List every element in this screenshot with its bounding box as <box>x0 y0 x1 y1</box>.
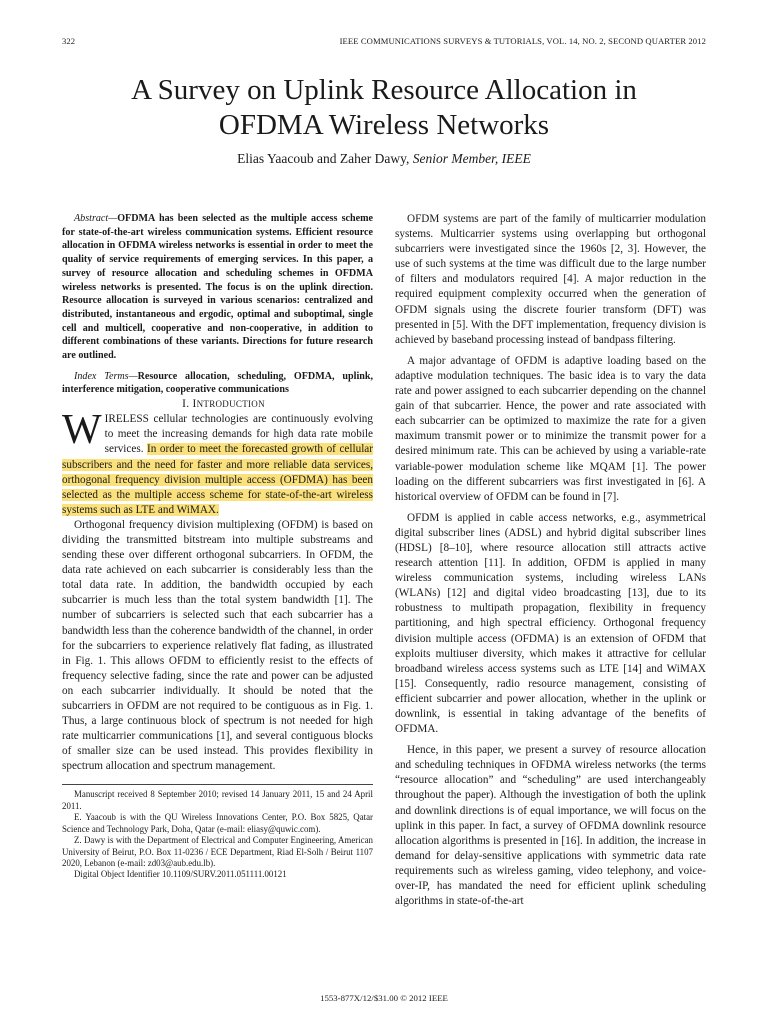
running-header <box>62 36 706 50</box>
title-line-1: A Survey on Uplink Resource Allocation in <box>131 74 637 106</box>
index-terms <box>62 370 373 397</box>
section-numeral: I. <box>182 398 193 411</box>
right-column <box>395 212 706 909</box>
footnote-author-1: E. Yaacoub is with the QU Wireless Innovations Center, P.O. Box 5825, Qatar Science and Technology Park, Doha, Qatar (e-mail: eliasy@quwic.com). <box>62 812 373 834</box>
footnote-rule <box>62 784 373 785</box>
title-line-2: OFDMA Wireless Networks <box>218 109 550 141</box>
abstract-text: OFDMA has been selected as the multiple access scheme for state-of-the-art wireless communication systems. Efficient resource allocation in OFDMA wireless networks is essential in order to meet the quality of service requirements of emerging services. In this paper, a survey of resource allocation and scheduling schemes in OFDMA wireless networks is presented. The focus is on the uplink direction. Resource allocation is surveyed in various scenarios: centralized and distributed, instantaneous and ergodic, optimal and suboptimal, single cell and multicell, cooperative and non-cooperative, in addition to different combinations of these variants. Directions for future research are outlined. <box>62 213 373 362</box>
author-rank: Senior Member, IEEE <box>412 151 531 166</box>
intro-paragraph-1 <box>62 407 373 518</box>
index-terms-text: Resource allocation, scheduling, OFDMA, uplink, interference mitigation, cooperative communications <box>62 370 373 396</box>
right-paragraph-4: Hence, in this paper, we present a survey of resource allocation and scheduling techniques in OFDMA wireless networks (the terms “resource allocation” and “scheduling” are used interchangeably throughout the paper). Although the investigation of both the uplink and downlink directions is of equal importance, we will focus on the uplink in this paper. In fact, a survey of OFDMA downlink resource allocation algorithms is presented in [16]. In addition, the increase in demand for delay-sensitive applications with symmetric data rate requirements such as wireless gaming, video telephony, and voice-over-IP, has mandated the need for efficient uplink scheduling algorithms in state-of-the-art <box>395 744 706 908</box>
footnote-author-2: Z. Dawy is with the Department of Electrical and Computer Engineering, American University of Beirut, P.O. Box 11-0236 / ECE Department, Riad El-Solh / Beirut 1107 2020, Lebanon (e-mail: zd03@aub.edu.lb). <box>62 835 373 868</box>
footnote-doi: Digital Object Identifier 10.1109/SURV.2011.051111.00121 <box>74 869 287 880</box>
section-heading <box>62 397 373 412</box>
paper-title <box>62 73 706 143</box>
drop-cap: W <box>62 407 102 454</box>
author-line <box>62 151 706 167</box>
left-column <box>62 212 373 881</box>
section-rest: NTRODUCTION <box>196 399 265 410</box>
page-number: 322 <box>62 36 76 46</box>
intro-paragraph-2: Orthogonal frequency division multiplexing (OFDM) is based on dividing the transmitted bitstream into multiple substreams and sending these over different orthogonal subcarriers. In OFDM, the data rate achieved on each subcarrier is considerably less than the total data rate. In addition, the bandwidth occupied by each subcarrier is much less than the total system bandwidth [1]. The number of subcarriers is selected such that each subcarrier has a bandwidth less than the coherence bandwidth of the channel, in order for the subcarriers to experience relatively flat fading, as illustrated in Fig. 1. This allows OFDM to efficiently resist to the effects of frequency selective fading, since the rate and power can be adjusted on each subcarrier individually. It should be noted that the subcarriers in OFDM are not required to be contiguous as in Fig. 1. Thus, a large continuous block of spectrum is not needed for high rate multicarrier communications [1], and several contiguous blocks of smaller size can be used instead. This provides flexibility in spectrum allocation and spectrum management. <box>62 518 373 773</box>
intro-lead: IRELESS cellular technologies are continuously evolving to meet the increasing demands for high data rate mobile services. <box>104 413 373 456</box>
footnote-received: Manuscript received 8 September 2010; revised 14 January 2011, 15 and 24 April 2011. <box>62 789 373 811</box>
index-terms-label: Index Terms— <box>74 370 138 382</box>
abstract-label: Abstract— <box>74 213 118 224</box>
copyright-footer: 1553-877X/12/$31.00 © 2012 IEEE <box>320 993 448 1003</box>
journal-info: IEEE COMMUNICATIONS SURVEYS & TUTORIALS, VOL. 14, NO. 2, SECOND QUARTER 2012 <box>339 36 706 46</box>
right-paragraph-2: A major advantage of OFDM is adaptive loading based on the adaptive modulation techniques. The basic idea is to vary the data rate and power assigned to each subcarrier depending on the channel gain of that subcarrier. Hence, the power and rate associated with each subcarrier can be optimized to maximize the rate for a given maximum transmit power or to minimize the transmit power for a desired minimum rate. This can be achieved by using a variable-rate variable-power modulation scheme like MQAM [1]. The power loading on the different subcarriers was first investigated in [6]. A historical overview of OFDM can be found in [7]. <box>395 354 706 503</box>
right-paragraph-3: OFDM is applied in cable access networks, e.g., asymmetrical digital subscriber lines (ADSL) and hybrid digital subscriber lines (HDSL) [8–10], where resource allocation still attracts active research attention [11]. In addition, OFDM is applied in many wireless communication systems, including wireless LANs (WLANs) [12] and digital video broadcasting [13], due to its robustness to multipath propagation, flexibility in frequency partitioning, and high spectral efficiency. Orthogonal frequency division multiple access (OFDMA) is an extension of OFDM that exploits multiuser diversity, which makes it attractive for cellular broadband wireless access systems such as LTE [14] and WiMAX [15]. Consequently, radio resource management, consisting of efficient subcarrier and power allocation, whether in the uplink or downlink, is essential in taking advantage of the benefits of OFDMA. <box>395 511 706 736</box>
author-names: Elias Yaacoub and Zaher Dawy, <box>237 151 413 166</box>
section-initial: I <box>192 398 197 411</box>
footnotes <box>62 789 373 880</box>
highlighted-text[interactable]: In order to meet the forecasted growth of cellular subscribers and the need for faster and more reliable data services, orthogonal frequency division multiple access (OFDMA) has been selected as the multiple access scheme for state-of-the-art wireless systems such as LTE and WiMAX. <box>62 443 373 516</box>
right-paragraph-1: OFDM systems are part of the family of multicarrier modulation systems. Multicarrier systems using overlapping but orthogonal subcarriers were investigated since the 1960s [2, 3]. However, the use of such systems at the time was difficult due to the large number of filters and modulators required [4]. A major reduction in the required equipment complexity occurred when the generation of OFDM signals using the discrete fourier transform (DFT) was presented in [5]. With the DFT implementation, frequency division is achieved by baseband processing instead of bandpass filtering. <box>395 213 706 346</box>
abstract <box>62 212 373 363</box>
